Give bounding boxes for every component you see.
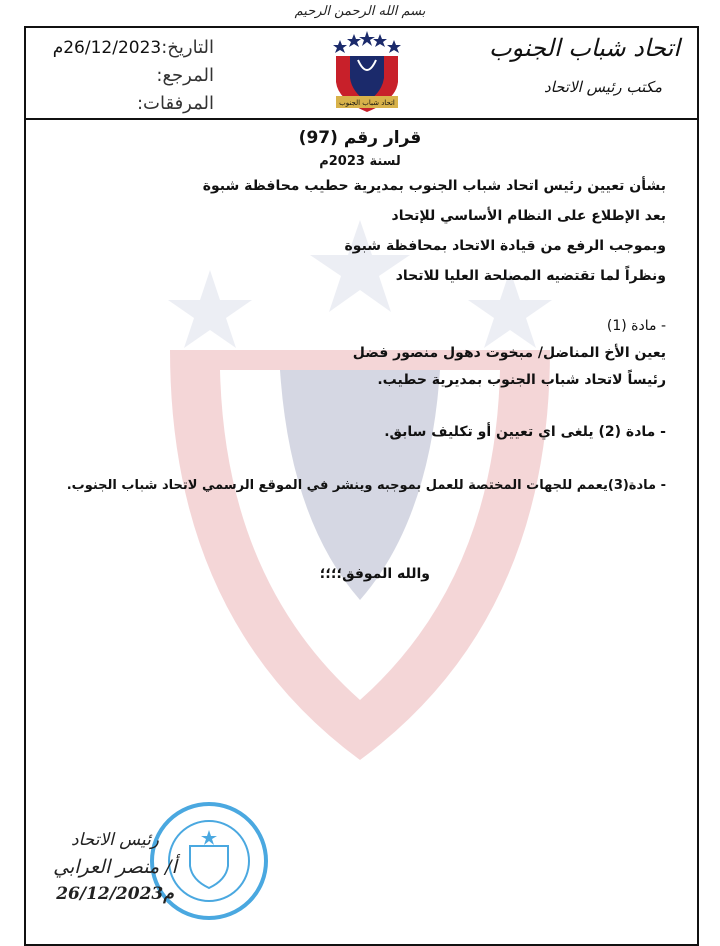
preamble-line-4: ونظراً لما تقتضيه المصلحة العليا للاتحاد — [395, 268, 666, 284]
signature-name: أ/ منصر العرابي — [53, 856, 177, 878]
date-value: 26/12/2023م — [52, 38, 162, 58]
article-1-heading: - مادة (1) — [606, 318, 666, 334]
preamble-line-3: وبموجب الرفع من قيادة الاتحاد بمحافظة شبوة — [344, 238, 666, 254]
decision-year: لسنة 2023م — [319, 154, 401, 169]
signature-date: 26/12/2023م — [56, 884, 174, 904]
signature-block — [40, 830, 190, 904]
organization-logo — [328, 30, 406, 116]
article-3: - مادة(3)يعمم للجهات المختصة للعمل بموجبه وينشر في الموقع الرسمي لاتحاد شباب الجنوب. — [66, 478, 666, 493]
article-1-line-1: يعين الأخ المناضل/ مبخوت دهول منصور فضل — [352, 345, 666, 361]
office-name: مكتب رئيس الاتحاد — [543, 78, 662, 96]
decision-title: قرار رقم (97) — [298, 128, 422, 148]
logo-caption: اتحاد شباب الجنوب — [339, 99, 395, 107]
basmala: بسم الله الرحمن الرحيم — [294, 4, 426, 19]
date-label: التاريخ: — [161, 37, 214, 58]
reference-label: المرجع: — [156, 65, 214, 86]
preamble-line-2: بعد الإطلاع على النظام الأساسي للإتحاد — [391, 208, 666, 224]
header-divider — [24, 118, 699, 120]
preamble-line-1: بشأن تعيين رئيس اتحاد شباب الجنوب بمديرية حطيب محافظة شبوة — [202, 178, 666, 194]
document-meta — [34, 34, 214, 118]
attachments-label: المرفقات: — [136, 93, 214, 114]
organization-title: اتحاد شباب الجنوب — [488, 34, 680, 62]
closing-phrase: والله الموفق؛؛؛؛ — [319, 566, 430, 582]
article-2: - مادة (2) يلغى اي تعيين أو تكليف سابق. — [384, 424, 666, 440]
article-1-line-2: رئيساً لاتحاد شباب الجنوب بمديرية حطيب. — [377, 372, 666, 388]
date-row — [34, 34, 214, 62]
signature-title: رئيس الاتحاد — [70, 830, 160, 850]
